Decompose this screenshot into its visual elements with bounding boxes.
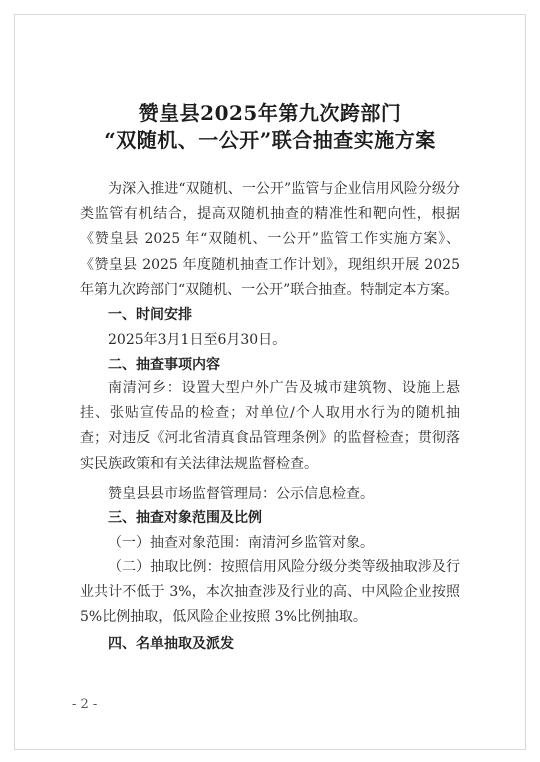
section-3-item-1: （一）抽查对象范围：南清河乡监管对象。 <box>108 535 374 551</box>
intro-paragraph: 为深入推进“双随机、一公开”监管与企业信用风险分级分类监管有机结合，提高双随机抽查的精准性和靶向性，根据《赞皇县 2025 年“双随机、一公开”监管工作实施方案》、《赞皇县 2025 年度随机抽查工作计划》，现组织开展 2025 年第九次跨部门“双随机、一公开”联合抽查。特制定本方案。 <box>80 181 460 298</box>
section-3-item-2: （二）抽取比例：按照信用风险分级分类等级抽取涉及行业共计不低于 3%，本次抽查涉及行业的高、中风险企业按照 5%比例抽取，低风险企业按照 3%比例抽取。 <box>80 559 460 626</box>
section-1-text: 2025年3月1日至6月30日。 <box>108 332 287 348</box>
section-2-heading: 二、抽查事项内容 <box>108 357 220 373</box>
document-title-line-2: “双随机、一公开”联合抽查实施方案 <box>104 128 436 152</box>
page-number: - 2 - <box>72 697 98 712</box>
section-3-heading: 三、抽查对象范围及比例 <box>108 510 262 526</box>
document-title-line-1: 赞皇县2025年第九次跨部门 <box>138 101 402 125</box>
section-1-heading: 一、时间安排 <box>108 307 192 323</box>
section-4-heading: 四、名单抽取及派发 <box>108 636 234 652</box>
section-2-paragraph-1: 南清河乡：设置大型户外广告及城市建筑物、设施上悬挂、张贴宣传品的检查；对单位/个人取用水行为的随机抽查；对违反《河北省清真食品管理条例》的监督检查；贯彻落实民族政策和有关法律法规监督检查。 <box>80 380 460 472</box>
section-2-paragraph-2: 赞皇县县市场监督管理局：公示信息检查。 <box>108 486 374 502</box>
